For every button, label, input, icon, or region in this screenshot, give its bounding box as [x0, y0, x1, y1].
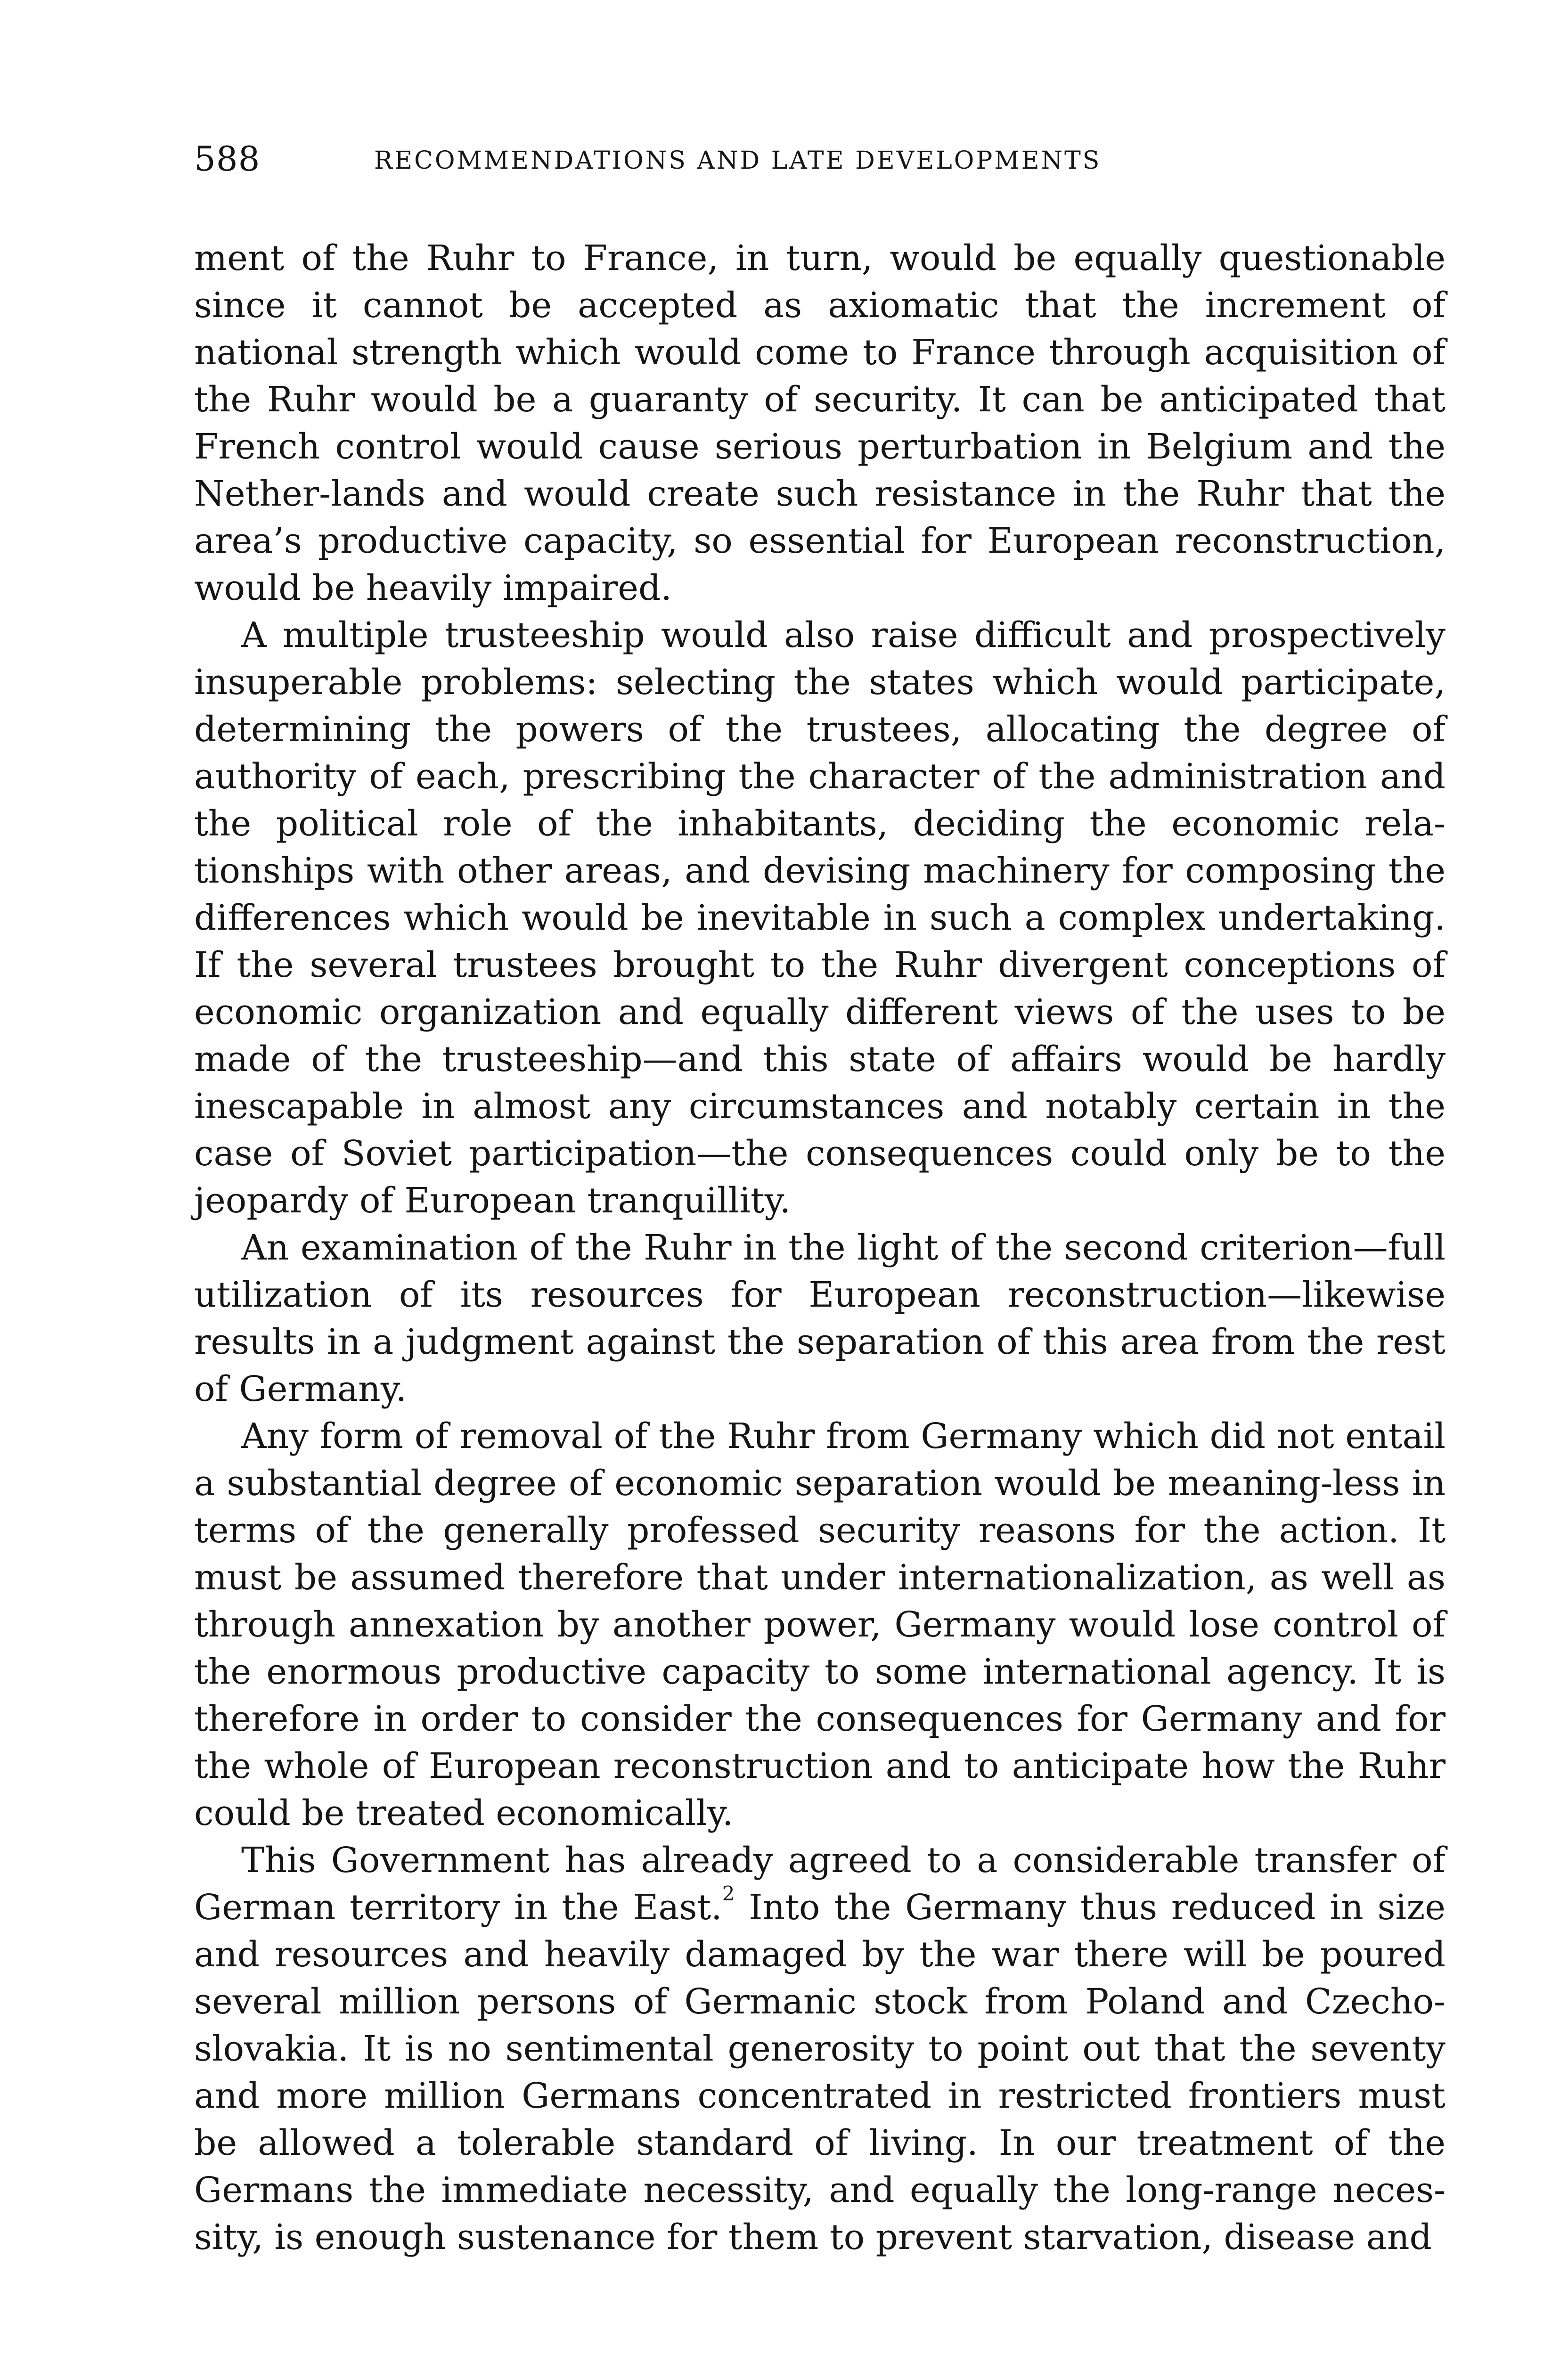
running-header [194, 138, 1446, 180]
paragraph-2: A multiple trusteeship would also raise difficult and prospectively insuperable problems: selecting the states which would participate, determining the powers of the trustees, allocating the degree of authority of each, prescribing the character of the administration and the political role of the inhabitants, deciding the economic rela-tionships with other areas, and devising machinery for composing the differences which would be inevitable in such a complex undertaking. If the several trustees brought to the Ruhr divergent conceptions of economic organization and equally different views of the uses to be made of the trusteeship—and this state of affairs would be hardly inescapable in almost any circumstances and notably certain in the case of Soviet participation—the consequences could only be to the jeopardy of European tranquillity. [194, 615, 1446, 1221]
paragraph-5 [194, 1837, 1446, 2261]
footnote-reference: 2 [722, 1882, 735, 1905]
paragraph-4: Any form of removal of the Ruhr from Germany which did not entail a substantial degree of economic separation would be meaning-less in terms of the generally professed security reasons for the action. It must be assumed therefore that under internationalization, as well as through annexation by another power, Germany would lose control of the enormous productive capacity to some international agency. It is therefore in order to consider the consequences for Germany and for the whole of European reconstruction and to anticipate how the Ruhr could be treated economically. [194, 1416, 1446, 1833]
paragraph-3: An examination of the Ruhr in the light of the second criterion—full utilization of its resources for European reconstruction—likewise results in a judgment against the separation of this area from the rest of Germany. [194, 1227, 1446, 1409]
paragraph-5-before-footnote: This Government has already agreed to a considerable transfer of German territory in the East. [194, 1840, 1446, 1928]
running-title: RECOMMENDATIONS AND LATE DEVELOPMENTS [374, 147, 1102, 175]
body-text [194, 235, 1446, 2261]
paragraph-5-after-footnote: Into the Germany thus reduced in size and resources and heavily damaged by the war there will be poured several million persons of Germanic stock from Poland and Czecho-slovakia. It is no sentimental generosity to point out that the seventy and more million Germans concentrated in restricted frontiers must be allowed a tolerable standard of living. In our treatment of the Germans the immediate necessity, and equally the long-range neces-sity, is enough sustenance for them to prevent starvation, disease and [194, 1887, 1446, 2258]
paragraph-1: ment of the Ruhr to France, in turn, would be equally questionable since it cannot be accepted as axiomatic that the increment of national strength which would come to France through acquisition of the Ruhr would be a guaranty of security. It can be anticipated that French control would cause serious perturbation in Belgium and the Nether-lands and would create such resistance in the Ruhr that the area’s productive capacity, so essential for European reconstruction, would be heavily impaired. [194, 238, 1446, 608]
page-number: 588 [194, 139, 261, 179]
